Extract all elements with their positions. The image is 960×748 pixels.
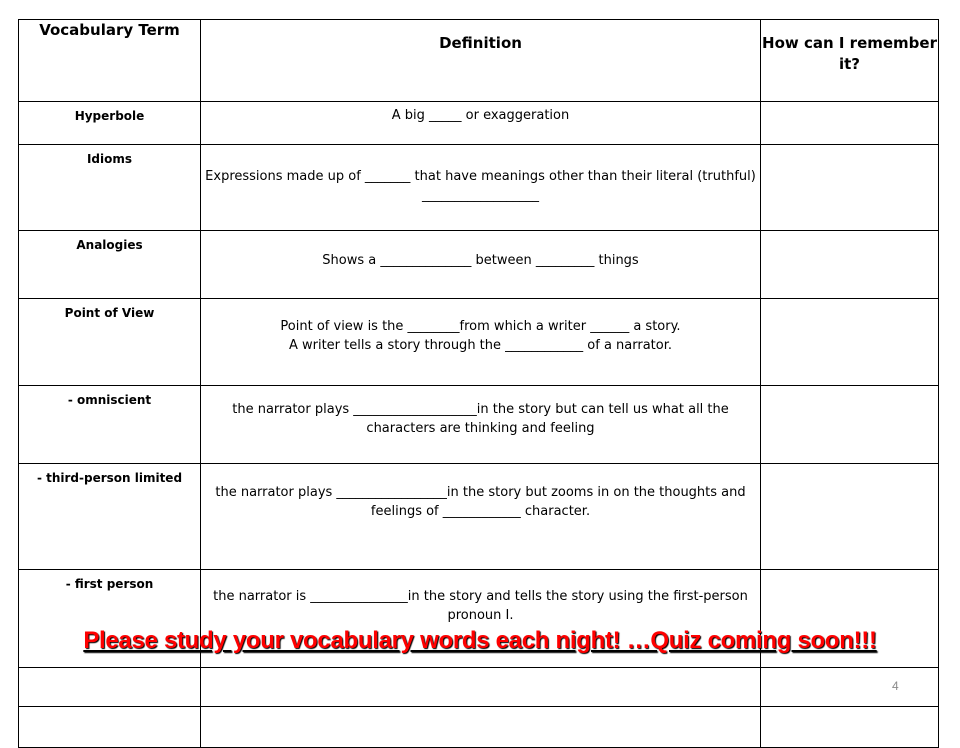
definition-cell: the narrator plays ___________________in the story but can tell us what all the characters are thinking and feeling — [201, 386, 761, 464]
header-how-remember: How can I remember it? — [761, 20, 939, 102]
term-cell — [19, 707, 201, 748]
definition-cell — [201, 707, 761, 748]
table-row — [19, 386, 939, 464]
remember-cell — [761, 707, 939, 748]
table-row — [19, 668, 939, 707]
remember-cell — [761, 145, 939, 231]
remember-cell — [761, 102, 939, 145]
table-row — [19, 102, 939, 145]
remember-cell — [761, 231, 939, 299]
definition-cell: Expressions made up of _______ that have meanings other than their literal (truthful) __________________ — [201, 145, 761, 231]
definition-line: A writer tells a story through the ____________ of a narrator. — [288, 338, 673, 353]
definition-cell — [201, 299, 761, 386]
definition-cell: the narrator is _______________in the story and tells the story using the first-person pronoun I. — [201, 570, 761, 668]
remember-cell — [761, 386, 939, 464]
term-cell: Idioms — [19, 145, 201, 231]
term-cell: - omniscient — [19, 386, 201, 464]
remember-cell — [761, 464, 939, 570]
table-row — [19, 231, 939, 299]
term-cell — [19, 668, 201, 707]
definition-cell: A big _____ or exaggeration — [201, 102, 761, 145]
table-row — [19, 299, 939, 386]
term-cell: Analogies — [19, 231, 201, 299]
page-number: 4 — [892, 679, 899, 693]
remember-cell — [761, 299, 939, 386]
term-cell: Hyperbole — [19, 102, 201, 145]
definition-cell: the narrator plays _________________in the story but zooms in on the thoughts and feelings of ____________ character. — [201, 464, 761, 570]
term-cell: - first person — [19, 570, 201, 668]
table-header-row — [19, 20, 939, 102]
table-row — [19, 464, 939, 570]
study-reminder-message: Please study your vocabulary words each night! …Quiz coming soon!!! — [83, 627, 877, 654]
header-vocabulary-term: Vocabulary Term — [19, 20, 201, 102]
term-cell: - third-person limited — [19, 464, 201, 570]
definition-line: Point of view is the ________from which a writer ______ a story. — [280, 319, 681, 334]
definition-cell — [201, 668, 761, 707]
table-row — [19, 145, 939, 231]
table-row — [19, 707, 939, 748]
header-definition: Definition — [201, 20, 761, 102]
term-cell: Point of View — [19, 299, 201, 386]
remember-cell — [761, 668, 939, 707]
definition-cell: Shows a ______________ between _________ things — [201, 231, 761, 299]
